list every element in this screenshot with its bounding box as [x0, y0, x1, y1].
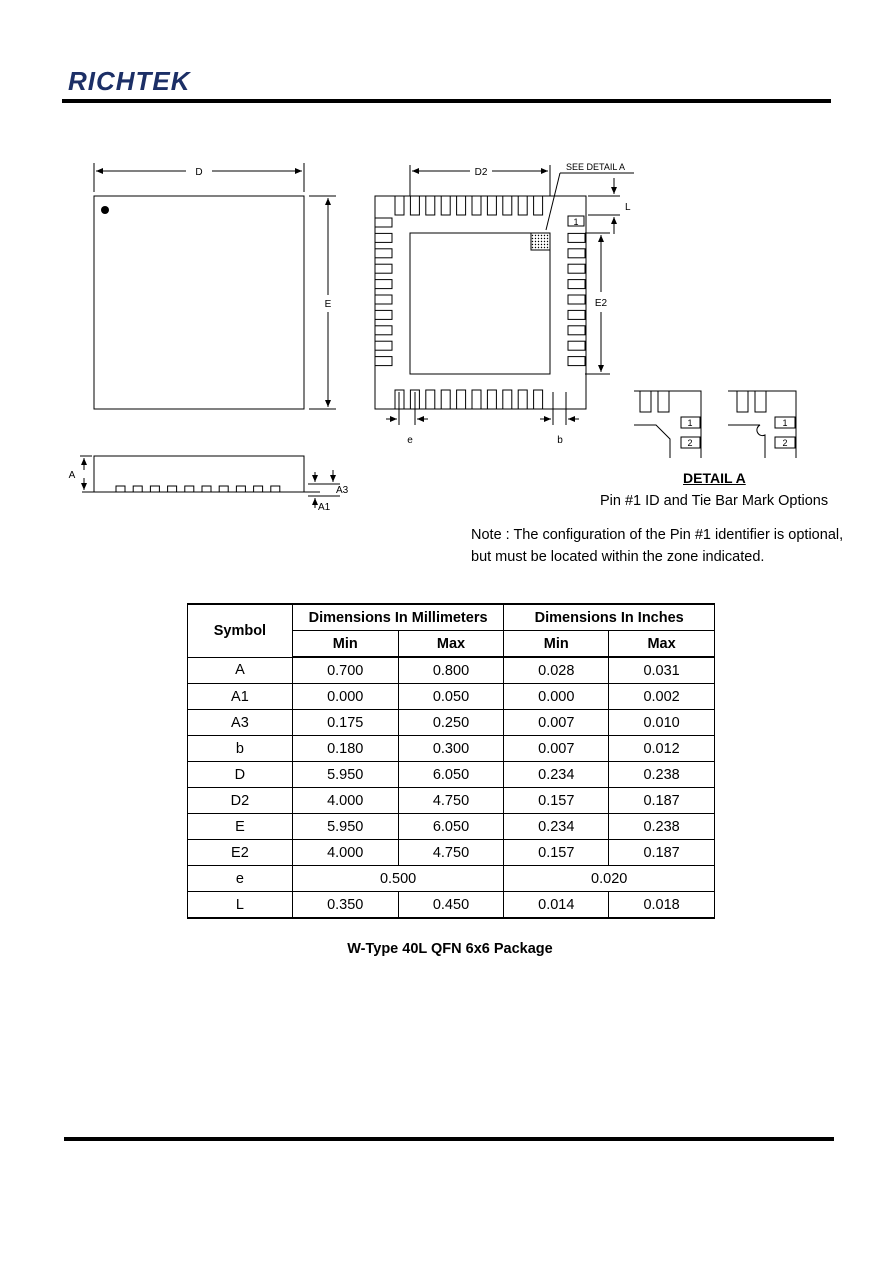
- pad-bottom: [457, 390, 466, 409]
- pad-bottom: [441, 390, 450, 409]
- cell-mm-min: 0.000: [292, 684, 398, 710]
- note-line-2: but must be located within the zone indicated.: [471, 549, 765, 565]
- mm-min-header: Min: [292, 631, 398, 658]
- pad-bottom: [487, 390, 496, 409]
- cell-in-min: 0.014: [504, 892, 609, 919]
- cell-mm-max: 0.450: [398, 892, 504, 919]
- cell-in-min: 0.157: [504, 788, 609, 814]
- footer-rule: [64, 1137, 834, 1141]
- cell-symbol: b: [188, 736, 293, 762]
- cell-mm-max: 4.750: [398, 840, 504, 866]
- label-D: D: [195, 167, 203, 178]
- richtek-logo: RICHTEK: [68, 66, 191, 96]
- dimensions-table: [187, 603, 715, 919]
- pad-top: [534, 196, 543, 215]
- pad-bottom: [503, 390, 512, 409]
- label-A3: A3: [336, 485, 349, 496]
- cell-in-max: 0.010: [609, 710, 715, 736]
- detail-2-pin1: 1: [782, 418, 788, 428]
- pin1-note: [471, 524, 843, 568]
- cell-in-nominal: 0.020: [504, 866, 715, 892]
- table-header-row: [188, 604, 715, 631]
- package-caption: W-Type 40L QFN 6x6 Package: [347, 941, 553, 957]
- pad-bottom: [472, 390, 481, 409]
- cell-in-min: 0.234: [504, 814, 609, 840]
- label-L: L: [625, 202, 631, 213]
- cell-mm-min: 5.950: [292, 814, 398, 840]
- pad-left: [375, 341, 392, 350]
- pad-right: [568, 310, 585, 319]
- bottom-view-body: [375, 196, 586, 409]
- label-E2: E2: [594, 298, 608, 309]
- pad-bottom: [426, 390, 435, 409]
- table-row: [188, 840, 715, 866]
- cell-in-min: 0.028: [504, 657, 609, 684]
- pad-right: [568, 341, 585, 350]
- cell-mm-max: 0.800: [398, 657, 504, 684]
- pad-left: [375, 233, 392, 242]
- pad-top: [410, 196, 419, 215]
- label-E: E: [324, 299, 332, 310]
- label-pin1: 1: [573, 217, 579, 227]
- pad-top: [518, 196, 527, 215]
- cell-symbol: E: [188, 814, 293, 840]
- table-row-e: [188, 866, 715, 892]
- label-D2: D2: [474, 167, 488, 178]
- cell-in-max: 0.031: [609, 657, 715, 684]
- cell-in-max: 0.002: [609, 684, 715, 710]
- side-pad: [236, 486, 245, 492]
- cell-in-max: 0.012: [609, 736, 715, 762]
- cell-in-min: 0.007: [504, 736, 609, 762]
- mm-max-header: Max: [398, 631, 504, 658]
- cell-in-max: 0.187: [609, 788, 715, 814]
- cell-in-max: 0.238: [609, 814, 715, 840]
- cell-symbol: e: [188, 866, 293, 892]
- cell-mm-min: 0.175: [292, 710, 398, 736]
- cell-symbol: A1: [188, 684, 293, 710]
- table-row: [188, 762, 715, 788]
- pad-top: [503, 196, 512, 215]
- table-row: [188, 788, 715, 814]
- side-pad: [150, 486, 159, 492]
- pad-left: [375, 295, 392, 304]
- pad-top: [441, 196, 450, 215]
- pad-right: [568, 280, 585, 289]
- table-row: [188, 736, 715, 762]
- cell-in-min: 0.234: [504, 762, 609, 788]
- detail-2-pin2: 2: [782, 438, 788, 448]
- cell-symbol: D: [188, 762, 293, 788]
- top-view: [94, 163, 336, 409]
- pad-left: [375, 326, 392, 335]
- side-pad: [185, 486, 194, 492]
- cell-mm-nominal: 0.500: [292, 866, 504, 892]
- tie-bar-zone: [531, 233, 550, 250]
- table-row: [188, 657, 715, 684]
- detail-a-subtitle: Pin #1 ID and Tie Bar Mark Options: [600, 493, 829, 509]
- detail-a-title: DETAIL A: [683, 470, 746, 486]
- cell-in-min: 0.157: [504, 840, 609, 866]
- cell-in-min: 0.000: [504, 684, 609, 710]
- cell-mm-max: 0.250: [398, 710, 504, 736]
- cell-mm-min: 4.000: [292, 788, 398, 814]
- mm-header: Dimensions In Millimeters: [292, 604, 504, 631]
- pad-top: [395, 196, 404, 215]
- side-view: [80, 456, 340, 508]
- cell-mm-max: 6.050: [398, 762, 504, 788]
- pad-bottom: [518, 390, 527, 409]
- pad-top: [472, 196, 481, 215]
- cell-in-max: 0.018: [609, 892, 715, 919]
- table-row: [188, 710, 715, 736]
- label-A: A: [68, 470, 76, 481]
- cell-symbol: E2: [188, 840, 293, 866]
- side-pad: [116, 486, 125, 492]
- pad-left: [375, 357, 392, 366]
- note-line-1: Note : The configuration of the Pin #1 identifier is optional,: [471, 527, 844, 543]
- pad-top: [426, 196, 435, 215]
- cell-mm-min: 5.950: [292, 762, 398, 788]
- pad-left: [375, 218, 392, 227]
- table-row-l: [188, 892, 715, 919]
- cell-mm-max: 0.050: [398, 684, 504, 710]
- cell-symbol: L: [188, 892, 293, 919]
- pad-right: [568, 326, 585, 335]
- side-pad: [168, 486, 177, 492]
- symbol-header: Symbol: [188, 604, 293, 657]
- cell-symbol: A3: [188, 710, 293, 736]
- pad-top: [487, 196, 496, 215]
- side-pad: [133, 486, 142, 492]
- detail-1-pin2: 2: [687, 438, 693, 448]
- cell-in-max: 0.238: [609, 762, 715, 788]
- pin1-dot: [101, 206, 109, 214]
- detail-1-pin1: 1: [687, 418, 693, 428]
- pad-right: [568, 233, 585, 242]
- cell-mm-min: 0.700: [292, 657, 398, 684]
- pad-top: [457, 196, 466, 215]
- side-pad: [202, 486, 211, 492]
- cell-symbol: D2: [188, 788, 293, 814]
- cell-mm-min: 0.350: [292, 892, 398, 919]
- pad-right: [568, 357, 585, 366]
- table-row: [188, 814, 715, 840]
- label-b: b: [557, 435, 563, 446]
- pad-right: [568, 295, 585, 304]
- pad-right: [568, 264, 585, 273]
- side-pad: [219, 486, 228, 492]
- side-pad: [254, 486, 263, 492]
- cell-mm-min: 4.000: [292, 840, 398, 866]
- pad-left: [375, 264, 392, 273]
- pad-left: [375, 249, 392, 258]
- package-drawing: [0, 0, 892, 600]
- cell-mm-min: 0.180: [292, 736, 398, 762]
- label-e: e: [407, 435, 413, 446]
- label-A1: A1: [318, 502, 331, 513]
- in-min-header: Min: [504, 631, 609, 658]
- cell-mm-max: 4.750: [398, 788, 504, 814]
- pad-bottom: [534, 390, 543, 409]
- pad-left: [375, 280, 392, 289]
- cell-mm-max: 6.050: [398, 814, 504, 840]
- pad-right: [568, 249, 585, 258]
- top-view-body: [94, 196, 304, 409]
- cell-in-max: 0.187: [609, 840, 715, 866]
- cell-mm-max: 0.300: [398, 736, 504, 762]
- in-max-header: Max: [609, 631, 715, 658]
- table-row: [188, 684, 715, 710]
- exposed-pad: [410, 233, 550, 374]
- side-pad: [271, 486, 280, 492]
- pad-left: [375, 310, 392, 319]
- cell-symbol: A: [188, 657, 293, 684]
- label-see-detail: SEE DETAIL A: [566, 162, 626, 172]
- inch-header: Dimensions In Inches: [504, 604, 715, 631]
- cell-in-min: 0.007: [504, 710, 609, 736]
- bottom-view: [375, 165, 634, 425]
